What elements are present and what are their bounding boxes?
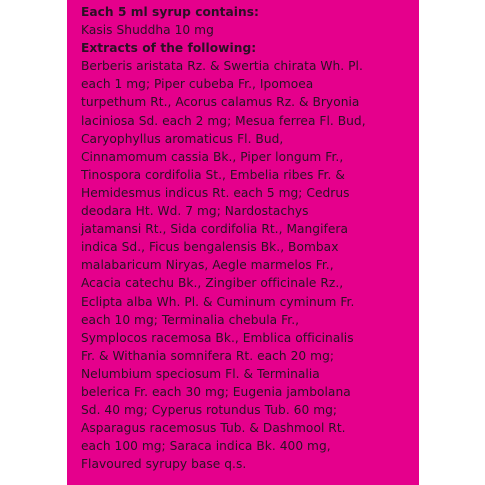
ingredient-line: deodara Ht. Wd. 7 mg; Nardostachys bbox=[81, 204, 309, 219]
ingredient-line: Berberis aristata Rz. & Swertia chirata Wh. Pl. bbox=[81, 59, 363, 74]
ingredient-line: Eclipta alba Wh. Pl. & Cuminum cyminum Fr. bbox=[81, 294, 355, 309]
ingredient-line: Nelumbium speciosum Fl. & Terminalia bbox=[81, 366, 320, 381]
ingredient-line: each 10 mg; Terminalia chebula Fr., bbox=[81, 312, 300, 327]
ingredient-line: indica Sd., Ficus bengalensis Bk., Bombax bbox=[81, 240, 339, 255]
ingredient-line: Tinospora cordifolia St., Embelia ribes Fr. & bbox=[81, 167, 345, 182]
ingredient-label-panel bbox=[67, 0, 419, 485]
ingredient-line: Flavoured syrupy base q.s. bbox=[81, 457, 247, 472]
ingredient-line: laciniosa Sd. each 2 mg; Mesua ferrea Fl. Bud, bbox=[81, 113, 366, 128]
extracts-heading: Extracts of the following: bbox=[81, 41, 257, 56]
ingredient-line: Acacia catechu Bk., Zingiber officinale Rz., bbox=[81, 276, 344, 291]
ingredient-line: turpethum Rt., Acorus calamus Rz. & Bryonia bbox=[81, 95, 360, 110]
ingredient-line: belerica Fr. each 30 mg; Eugenia jambolana bbox=[81, 384, 351, 399]
ingredient-line: Symplocos racemosa Bk., Emblica officinalis bbox=[81, 330, 354, 345]
ingredient-line: Hemidesmus indicus Rt. each 5 mg; Cedrus bbox=[81, 185, 350, 200]
composition-heading: Each 5 ml syrup contains: bbox=[81, 5, 259, 19]
ingredient-line: Caryophyllus aromaticus Fl. Bud, bbox=[81, 131, 284, 146]
ingredient-line: Sd. 40 mg; Cyperus rotundus Tub. 60 mg; bbox=[81, 403, 338, 418]
ingredient-line: Fr. & Withania somnifera Rt. each 20 mg; bbox=[81, 348, 335, 363]
kasis-shuddha-line: Kasis Shuddha 10 mg bbox=[81, 23, 214, 38]
ingredient-line: each 100 mg; Saraca indica Bk. 400 mg, bbox=[81, 439, 331, 454]
ingredient-line: jatamansi Rt., Sida cordifolia Rt., Mangifera bbox=[81, 222, 349, 237]
ingredient-line: Asparagus racemosus Tub. & Dashmool Rt. bbox=[81, 421, 346, 436]
ingredient-line: each 1 mg; Piper cubeba Fr., Ipomoea bbox=[81, 77, 314, 92]
ingredient-line: malabaricum Niryas, Aegle marmelos Fr., bbox=[81, 258, 334, 273]
ingredient-line: Cinnamomum cassia Bk., Piper longum Fr., bbox=[81, 149, 344, 164]
